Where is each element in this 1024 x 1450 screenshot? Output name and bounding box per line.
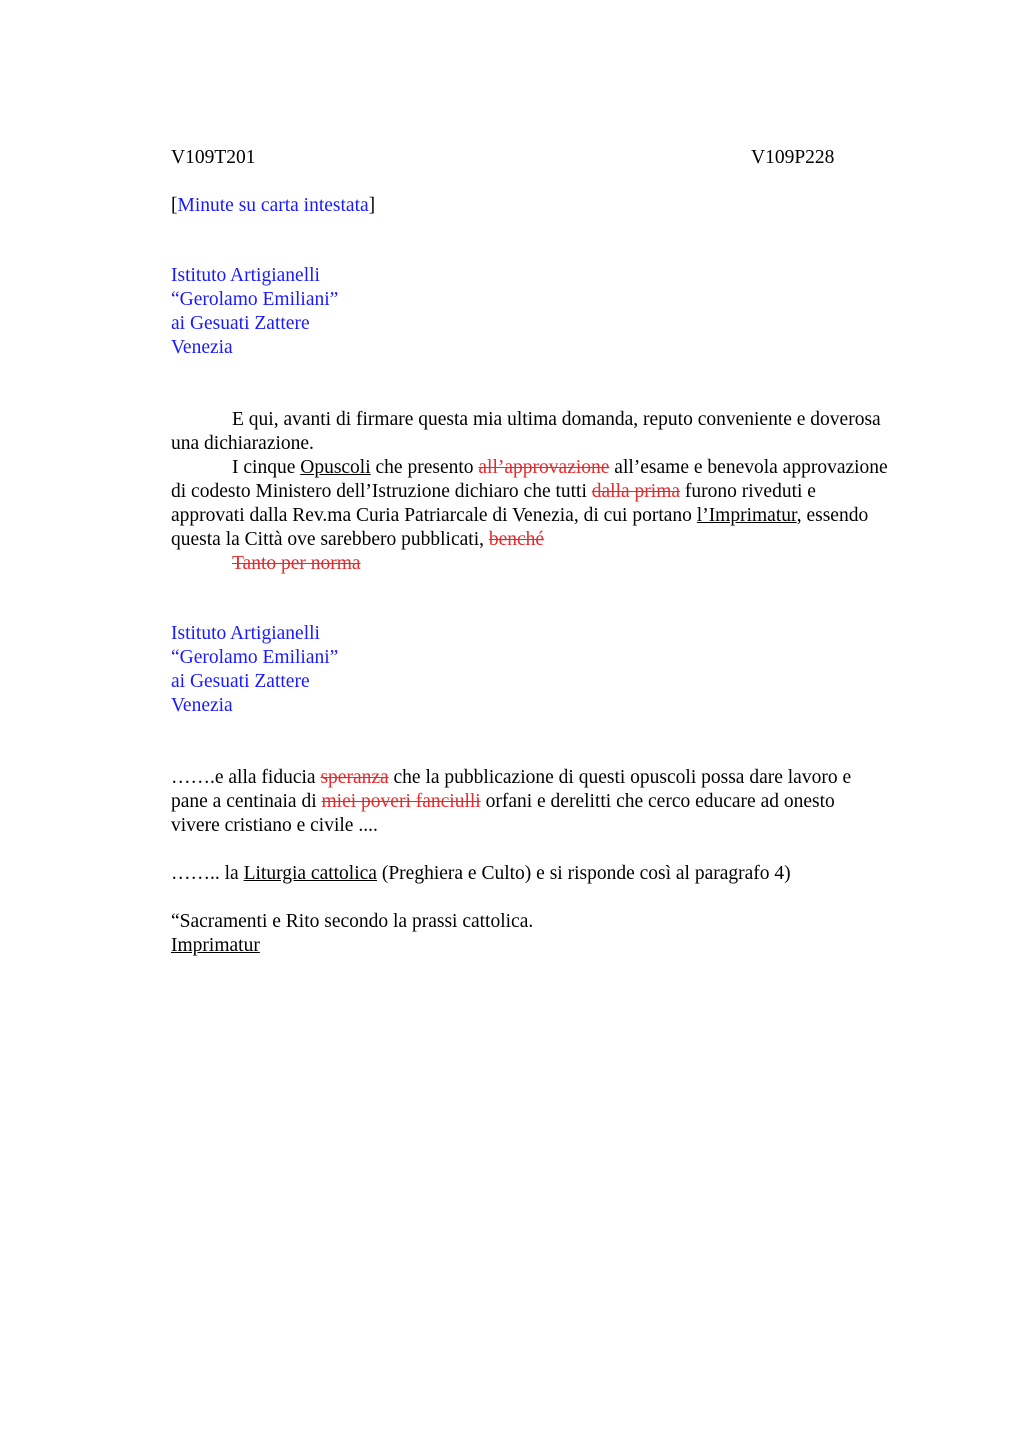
underlined-word-opuscoli: Opuscoli <box>300 457 371 478</box>
text-run: orfani e derelitti che cerco educare ad onesto <box>480 791 835 812</box>
text-run: questa la Città ove sarebbero pubblicati, <box>171 529 489 550</box>
letterhead-2-line: ai Gesuati Zattere <box>171 671 310 692</box>
text-run: pane a centinaia di <box>171 791 322 812</box>
paragraph-line: E qui, avanti di firmare questa mia ultima domanda, reputo conveniente e doverosa <box>232 409 881 430</box>
deleted-text: dalla prima <box>591 481 681 502</box>
paragraph-line <box>171 552 931 576</box>
paragraph-line <box>171 504 931 528</box>
paragraph-line <box>171 456 931 480</box>
text-run: , essendo <box>796 505 869 526</box>
paragraph-liturgia <box>171 862 931 886</box>
text-run: approvati dalla Rev.ma Curia Patriarcale di Venezia, di cui portano <box>171 505 697 526</box>
paragraph-declaration <box>171 408 931 456</box>
text-run: (Preghiera e Culto) e si risponde così al paragrafo 4) <box>376 863 791 884</box>
text-run: …….. la <box>171 863 244 884</box>
deleted-text: Tanto per norma <box>232 553 361 574</box>
paragraph-line: una dichiarazione. <box>171 433 314 454</box>
text-run: che la pubblicazione di questi opuscoli possa dare lavoro e <box>388 767 852 788</box>
paragraph-fiducia <box>171 766 931 838</box>
note-text: Minute su carta intestata <box>177 195 369 216</box>
deleted-text: miei poveri fanciulli <box>321 791 481 812</box>
paragraph-line <box>171 528 931 552</box>
letterhead-1-line: Venezia <box>171 337 233 358</box>
deleted-text: speranza <box>320 767 389 788</box>
letterhead-2-line: Istituto Artigianelli <box>171 623 320 644</box>
underlined-liturgia-cattolica: Liturgia cattolica <box>243 863 377 884</box>
paragraph-line: “Sacramenti e Rito secondo la prassi cattolica. <box>171 911 534 932</box>
paragraph-line <box>171 790 931 814</box>
document-page <box>171 146 931 958</box>
note-bracket-open: [ <box>171 195 178 216</box>
paragraph-line <box>171 480 931 504</box>
text-run: I cinque <box>232 457 301 478</box>
deleted-text: all’approvazione <box>478 457 610 478</box>
text-run: che presento <box>370 457 479 478</box>
editorial-note <box>171 194 931 218</box>
note-bracket-close: ] <box>368 195 376 216</box>
text-run: furono riveduti e <box>680 481 816 502</box>
paragraph-opuscoli <box>171 456 931 576</box>
letterhead-1-line: ai Gesuati Zattere <box>171 313 310 334</box>
text-run: …….e alla fiducia <box>171 767 321 788</box>
paragraph-line <box>171 766 931 790</box>
letterhead-2 <box>171 622 931 718</box>
underlined-imprimatur: Imprimatur <box>171 935 260 956</box>
document-code-right: V109P228 <box>751 147 835 168</box>
document-codes <box>171 146 931 170</box>
deleted-text: benché <box>488 529 545 550</box>
underlined-word-imprimatur: l’Imprimatur <box>696 505 797 526</box>
letterhead-1-line: Istituto Artigianelli <box>171 265 320 286</box>
letterhead-1-line: “Gerolamo Emiliani” <box>171 289 339 310</box>
letterhead-1 <box>171 264 931 360</box>
paragraph-line: vivere cristiano e civile .... <box>171 815 378 836</box>
letterhead-2-line: Venezia <box>171 695 233 716</box>
document-code-left: V109T201 <box>171 147 256 168</box>
letterhead-2-line: “Gerolamo Emiliani” <box>171 647 339 668</box>
text-run: all’esame e benevola approvazione <box>609 457 888 478</box>
text-run: di codesto Ministero dell’Istruzione dichiaro che tutti <box>171 481 592 502</box>
paragraph-sacramenti <box>171 910 931 958</box>
